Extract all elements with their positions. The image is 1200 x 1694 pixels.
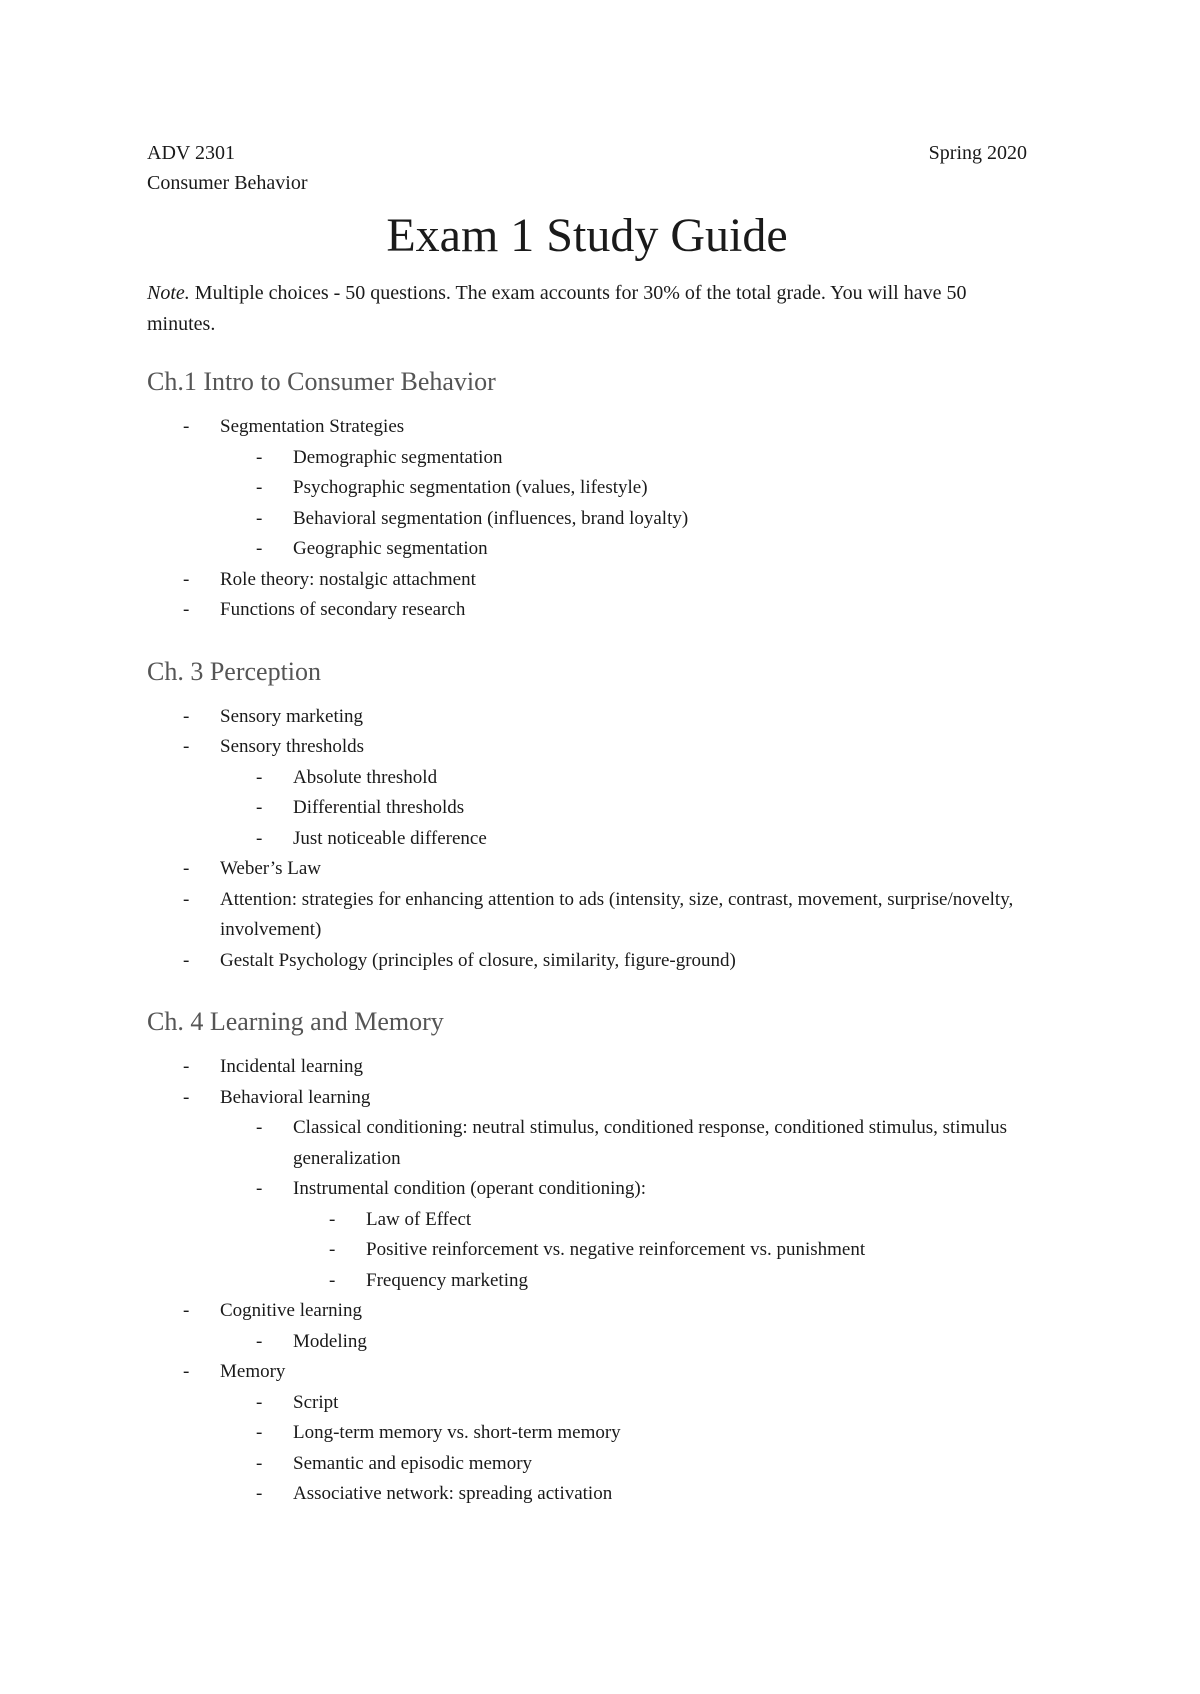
header-row	[147, 138, 1027, 168]
bullet-dash-icon: -	[256, 766, 263, 788]
list-item-text: Functions of secondary research	[220, 599, 466, 620]
document-page	[147, 138, 1027, 1536]
list-item	[147, 1357, 1027, 1388]
list-item	[147, 1205, 1027, 1236]
list-item	[147, 732, 1027, 763]
list-item-text: Law of Effect	[366, 1208, 472, 1230]
list-item	[147, 1388, 1027, 1419]
list-item-text: Geographic segmentation	[293, 538, 488, 559]
list-item	[147, 534, 1027, 565]
outline-list	[147, 702, 1027, 977]
bullet-dash-icon: -	[256, 1483, 263, 1504]
bullet-dash-icon: -	[183, 1300, 190, 1321]
section-heading: Ch. 4 Learning and Memory	[147, 1007, 444, 1036]
list-item	[147, 824, 1027, 855]
bullet-dash-icon: -	[183, 949, 190, 971]
bullet-dash-icon: -	[256, 1391, 263, 1413]
list-item-text: Long-term memory vs. short-term memory	[293, 1422, 621, 1443]
list-item-text: Differential thresholds	[293, 797, 465, 818]
outline-list	[147, 1052, 1027, 1510]
list-item	[147, 443, 1027, 474]
note-label: Note.	[147, 282, 190, 304]
course-name: Consumer Behavior	[147, 172, 308, 194]
bullet-dash-icon: -	[256, 1117, 263, 1138]
bullet-dash-icon: -	[256, 797, 263, 818]
bullet-dash-icon: -	[256, 507, 263, 529]
list-item	[147, 1327, 1027, 1358]
list-item-text: Modeling	[293, 1330, 367, 1352]
list-item	[147, 885, 1027, 946]
list-item	[147, 702, 1027, 733]
bullet-dash-icon: -	[256, 538, 263, 559]
list-item	[147, 1113, 1027, 1174]
note-text: Multiple choices - 50 questions. The exam accounts for 30% of the total grade. You will have 50 minutes.	[147, 282, 967, 335]
list-item	[147, 1235, 1027, 1266]
section-heading: Ch.1 Intro to Consumer Behavior	[147, 367, 496, 396]
list-item	[147, 793, 1027, 824]
list-item-text: Frequency marketing	[366, 1269, 528, 1291]
bullet-dash-icon: -	[183, 568, 190, 590]
bullet-dash-icon: -	[256, 446, 263, 468]
course-code: ADV 2301	[147, 142, 235, 164]
bullet-dash-icon: -	[183, 416, 190, 437]
list-item	[147, 565, 1027, 596]
list-item-text: Cognitive learning	[220, 1300, 362, 1321]
bullet-dash-icon: -	[256, 1178, 263, 1199]
list-item-text: Psychographic segmentation (values, lifestyle)	[293, 477, 648, 498]
bullet-dash-icon: -	[329, 1208, 336, 1230]
section	[147, 652, 1027, 977]
bullet-dash-icon: -	[183, 599, 190, 620]
list-item	[147, 1266, 1027, 1297]
note-paragraph	[147, 278, 1027, 340]
list-item	[147, 412, 1027, 443]
sections-container	[147, 362, 1027, 1510]
list-item-text: Demographic segmentation	[293, 446, 503, 468]
list-item	[147, 1479, 1027, 1510]
list-item-text: Segmentation Strategies	[220, 416, 405, 437]
bullet-dash-icon: -	[183, 858, 190, 879]
list-item	[147, 504, 1027, 535]
bullet-dash-icon: -	[183, 1056, 190, 1077]
semester: Spring 2020	[928, 142, 1027, 164]
list-item	[147, 1174, 1027, 1205]
bullet-dash-icon: -	[256, 1330, 263, 1352]
list-item	[147, 1083, 1027, 1114]
list-item-text: Positive reinforcement vs. negative reinforcement vs. punishment	[366, 1239, 866, 1260]
bullet-dash-icon: -	[183, 1361, 190, 1382]
section-heading: Ch. 3 Perception	[147, 656, 322, 686]
list-item	[147, 595, 1027, 626]
bullet-dash-icon: -	[256, 1452, 263, 1474]
list-item-text: Just noticeable difference	[293, 827, 487, 849]
list-item-text: Behavioral segmentation (influences, brand loyalty)	[293, 507, 689, 529]
list-item-text: Absolute threshold	[293, 766, 438, 788]
list-item-text: Semantic and episodic memory	[293, 1452, 533, 1474]
list-item-text: Behavioral learning	[220, 1086, 371, 1108]
list-item-text: Memory	[220, 1361, 286, 1382]
list-item-text: Incidental learning	[220, 1056, 363, 1077]
list-item	[147, 763, 1027, 794]
section	[147, 362, 1027, 626]
outline-list	[147, 412, 1027, 626]
list-item-text: Script	[293, 1391, 339, 1413]
list-item-text: Role theory: nostalgic attachment	[220, 568, 476, 590]
bullet-dash-icon: -	[183, 736, 190, 757]
bullet-dash-icon: -	[329, 1269, 336, 1291]
list-item	[147, 854, 1027, 885]
list-item	[147, 473, 1027, 504]
list-item-text: Gestalt Psychology (principles of closure, similarity, figure-ground)	[220, 949, 736, 971]
bullet-dash-icon: -	[256, 477, 263, 498]
list-item-text: Classical conditioning: neutral stimulus, conditioned response, conditioned stimulus, stimulus generalization	[293, 1117, 1008, 1169]
page-title: Exam 1 Study Guide	[386, 209, 788, 262]
list-item	[147, 1449, 1027, 1480]
list-item-text: Sensory thresholds	[220, 736, 365, 757]
list-item	[147, 1052, 1027, 1083]
list-item-text: Attention: strategies for enhancing attention to ads (intensity, size, contrast, movement, surprise/novelty, involvement)	[220, 888, 1014, 940]
list-item	[147, 1418, 1027, 1449]
bullet-dash-icon: -	[183, 888, 190, 910]
list-item-text: Weber’s Law	[220, 858, 321, 879]
list-item-text: Sensory marketing	[220, 705, 364, 727]
list-item-text: Associative network: spreading activation	[293, 1483, 613, 1504]
bullet-dash-icon: -	[256, 827, 263, 849]
bullet-dash-icon: -	[256, 1422, 263, 1443]
bullet-dash-icon: -	[329, 1239, 336, 1260]
bullet-dash-icon: -	[183, 705, 190, 727]
bullet-dash-icon: -	[183, 1086, 190, 1108]
list-item-text: Instrumental condition (operant conditioning):	[293, 1178, 647, 1199]
list-item	[147, 1296, 1027, 1327]
list-item	[147, 946, 1027, 977]
section	[147, 1002, 1027, 1510]
